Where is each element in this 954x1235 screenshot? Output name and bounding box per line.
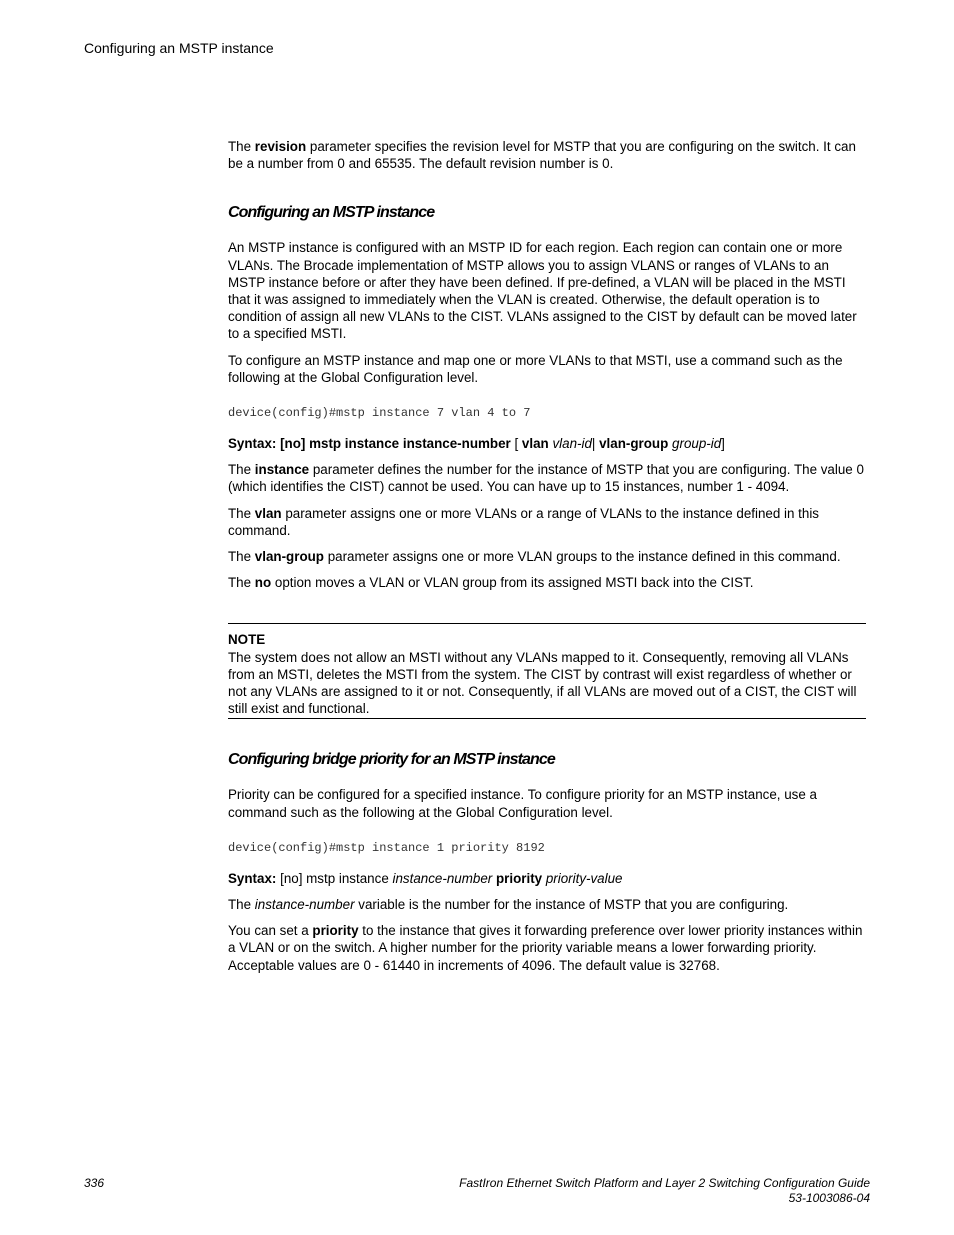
- keyword-vlan-group: vlan-group: [254, 549, 324, 565]
- keyword-priority: priority: [312, 923, 359, 939]
- text-run: The: [228, 139, 255, 154]
- document-number: 53-1003086-04: [788, 1190, 870, 1205]
- keyword-vlan: vlan: [254, 505, 282, 521]
- running-header: Configuring an MSTP instance: [84, 40, 274, 56]
- syntax-variable: group-id: [672, 436, 722, 452]
- keyword-instance: instance: [254, 462, 310, 478]
- priority-intro: Priority can be configured for a specified instance. To configure priority for an MSTP instance, use a command such as the following at the Global Configuration level.: [228, 787, 817, 820]
- text-run: The: [228, 549, 255, 565]
- syntax-keyword: Syntax:: [228, 870, 277, 886]
- syntax-keyword: priority: [495, 870, 543, 886]
- syntax-keyword: vlan: [521, 436, 549, 452]
- text-run: The: [228, 897, 255, 913]
- syntax-line-instance: [228, 435, 866, 452]
- text-run: variable is the number for the instance of MSTP that you are configuring.: [354, 897, 789, 913]
- footer-document-info: [459, 1176, 870, 1205]
- note-label: NOTE: [228, 632, 266, 648]
- vlan-param-paragraph: [228, 505, 866, 539]
- text-run: You can set a: [228, 923, 313, 939]
- text-run: parameter specifies the revision level for MSTP that you are configuring on the switch. It can be a number from 0 and 65535. The default revision number is 0.: [228, 139, 856, 172]
- text-run: [no] mstp instance: [276, 870, 393, 886]
- section-heading-mstp-instance: Configuring an MSTP instance: [228, 204, 435, 222]
- document-title: FastIron Ethernet Switch Platform and Layer 2 Switching Configuration Guide: [459, 1176, 870, 1190]
- section-heading-bridge-priority: Configuring bridge priority for an MSTP instance: [228, 751, 555, 769]
- text-run: |: [591, 436, 600, 452]
- syntax-variable: priority-value: [545, 870, 623, 886]
- keyword-revision: revision: [254, 139, 307, 154]
- keyword-no: no: [254, 575, 272, 591]
- instance-number-paragraph: [228, 896, 866, 913]
- text-run: parameter assigns one or more VLAN groups to the instance defined in this command.: [323, 549, 841, 565]
- page-number: 336: [84, 1176, 105, 1190]
- code-example-priority: device(config)#mstp instance 1 priority 8192: [228, 840, 545, 855]
- syntax-variable: instance-number: [392, 870, 493, 886]
- mstp-instance-intro: An MSTP instance is configured with an MSTP ID for each region. Each region can contain one or more VLANs. The Brocade implementation of MSTP allows you to assign VLANS or ranges of VLANs to an MSTP instance before or after they have been defined. If pre-defined, a VLAN will be placed in the MSTI that it was assigned to immediately when the VLAN is created. Otherwise, the default operation is to condition of assign all new VLANs to the CIST. VLANs assigned to the CIST by default can be moved later to a specified MSTI.: [228, 240, 857, 342]
- text-run: to the instance that gives it forwarding preference over lower priority instances within a VLAN or on the switch. A higher number for the priority variable means a lower forwarding priority. Acceptable values are 0 - 61440 in increments of 4096. The default value is 32768.: [228, 923, 863, 973]
- mstp-configure-instruction: To configure an MSTP instance and map one or more VLANs to that MSTI, use a command such as the following at the Global Configuration level.: [228, 352, 843, 385]
- code-example-instance: device(config)#mstp instance 7 vlan 4 to 7: [228, 406, 531, 421]
- page-content: [228, 138, 866, 983]
- syntax-variable: vlan-id: [552, 436, 592, 452]
- syntax-keyword: Syntax: [no] mstp instance instance-number: [228, 436, 511, 452]
- note-box: [228, 623, 866, 719]
- vlan-group-param-paragraph: [228, 548, 866, 565]
- note-text: The system does not allow an MSTI without any VLANs mapped to it. Consequently, removing all VLANs from an MSTI, deletes the MSTI from the system. The CIST by contrast will exist regardless of whether or not any VLANs are assigned to it or not. Consequently, if all VLANs are moved out of a CIST, the CIST will still exist and functional.: [228, 649, 857, 717]
- text-run: ]: [721, 436, 725, 452]
- text-run: The: [228, 575, 255, 591]
- variable-instance-number: instance-number: [254, 897, 355, 913]
- no-option-paragraph: [228, 574, 866, 591]
- text-run: option moves a VLAN or VLAN group from its assigned MSTI back into the CIST.: [271, 575, 754, 591]
- text-run: parameter defines the number for the instance of MSTP that you are configuring. The value 0 (which identifies the CIST) cannot be used. You can have up to 15 instances, number 1 - 4094.: [228, 462, 864, 495]
- instance-param-paragraph: [228, 461, 866, 495]
- text-run: The: [228, 462, 255, 478]
- priority-paragraph: [228, 922, 866, 974]
- revision-paragraph: [228, 138, 866, 172]
- text-run: parameter assigns one or more VLANs or a range of VLANs to the instance defined in this command.: [228, 505, 819, 538]
- text-run: The: [228, 505, 255, 521]
- syntax-line-priority: [228, 870, 866, 887]
- text-run: [: [510, 436, 522, 452]
- syntax-keyword: vlan-group: [599, 436, 669, 452]
